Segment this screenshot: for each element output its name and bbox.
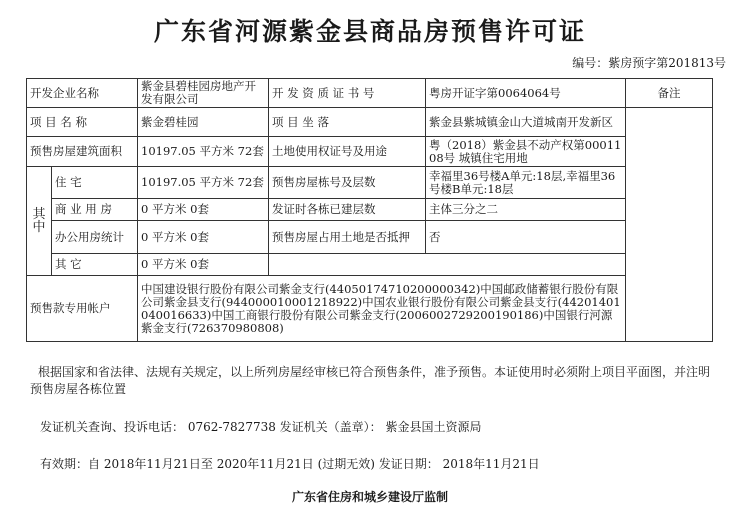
project-label: 项 目 名 称 [27, 108, 138, 137]
area-label: 预售房屋建筑面积 [27, 137, 138, 167]
page-title: 广东省河源紫金县商品房预售许可证 [153, 17, 586, 46]
group-label [27, 167, 52, 276]
office-value: 0 平方米 0套 [138, 221, 269, 254]
residential-value: 10197.05 平方米 72套 [138, 167, 269, 199]
issuer-footer: 广东省住房和城乡建设厅监制 [291, 490, 448, 504]
account-value: 中国建设银行股份有限公司紫金支行(44050174710200000342)中国邮政储蓄银行股份有限公司紫金县支行(944000010001218922)中国农业银行股份有限公司紫金县支行(44201401040016633)中国工商银行股份有限公司紫金支行(2006002729200190186)中国银行河源紫金支行(726370980808) [138, 276, 626, 342]
mortgage-value: 否 [426, 221, 626, 254]
office-label: 办公用房统计 [52, 221, 138, 254]
built-floors-label: 发证时各栋已建层数 [269, 199, 426, 221]
project-value: 紫金碧桂园 [138, 108, 269, 137]
location-value: 紫金县紫城镇金山大道城南开发新区 [426, 108, 626, 137]
residential-label: 住 宅 [52, 167, 138, 199]
notice-text: 根据国家和省法律、法规有关规定，以上所列房屋经审核已符合预售条件，准予预售。本证使用时必须附上项目平面图，并注明预售房屋各栋位置 [30, 365, 711, 396]
contact-line: 发证机关查询、投诉电话： 0762-7827738 发证机关（盖章）： 紫金县国土资源局 [40, 420, 482, 434]
cert-label: 开 发 资 质 证 书 号 [269, 79, 426, 108]
group-label-line1: 其 [32, 207, 46, 222]
permit-number: 编号：紫房预字第201813号 [572, 56, 726, 70]
land-label: 土地使用权证号及用途 [269, 137, 426, 167]
permit-table [26, 78, 713, 342]
commercial-value: 0 平方米 0套 [138, 199, 269, 221]
group-label-line2: 中 [32, 220, 46, 235]
area-value: 10197.05 平方米 72套 [138, 137, 269, 167]
developer-value: 紫金县碧桂园房地产开发有限公司 [138, 79, 269, 108]
mortgage-label: 预售房屋占用土地是否抵押 [269, 221, 426, 254]
building-label: 预售房屋栋号及层数 [269, 167, 426, 199]
remark-cell [626, 108, 713, 342]
cert-value: 粤房开证字第0064064号 [426, 79, 626, 108]
blank-cell [269, 254, 626, 276]
other-label: 其 它 [52, 254, 138, 276]
built-floors-value: 主体三分之二 [426, 199, 626, 221]
building-value: 幸福里36号楼A单元:18层,幸福里36号楼B单元:18层 [426, 167, 626, 199]
account-label: 预售款专用帐户 [27, 276, 138, 342]
location-label: 项 目 坐 落 [269, 108, 426, 137]
validity-line: 有效期：自 2018年11月21日至 2020年11月21日 (过期无效) 发证日期： 2018年11月21日 [40, 457, 540, 471]
land-value: 粤（2018）紫金县不动产权第0001108号 城镇住宅用地 [426, 137, 626, 167]
other-value: 0 平方米 0套 [138, 254, 269, 276]
remark-label: 备注 [626, 79, 713, 108]
commercial-label: 商 业 用 房 [52, 199, 138, 221]
developer-label: 开发企业名称 [27, 79, 138, 108]
